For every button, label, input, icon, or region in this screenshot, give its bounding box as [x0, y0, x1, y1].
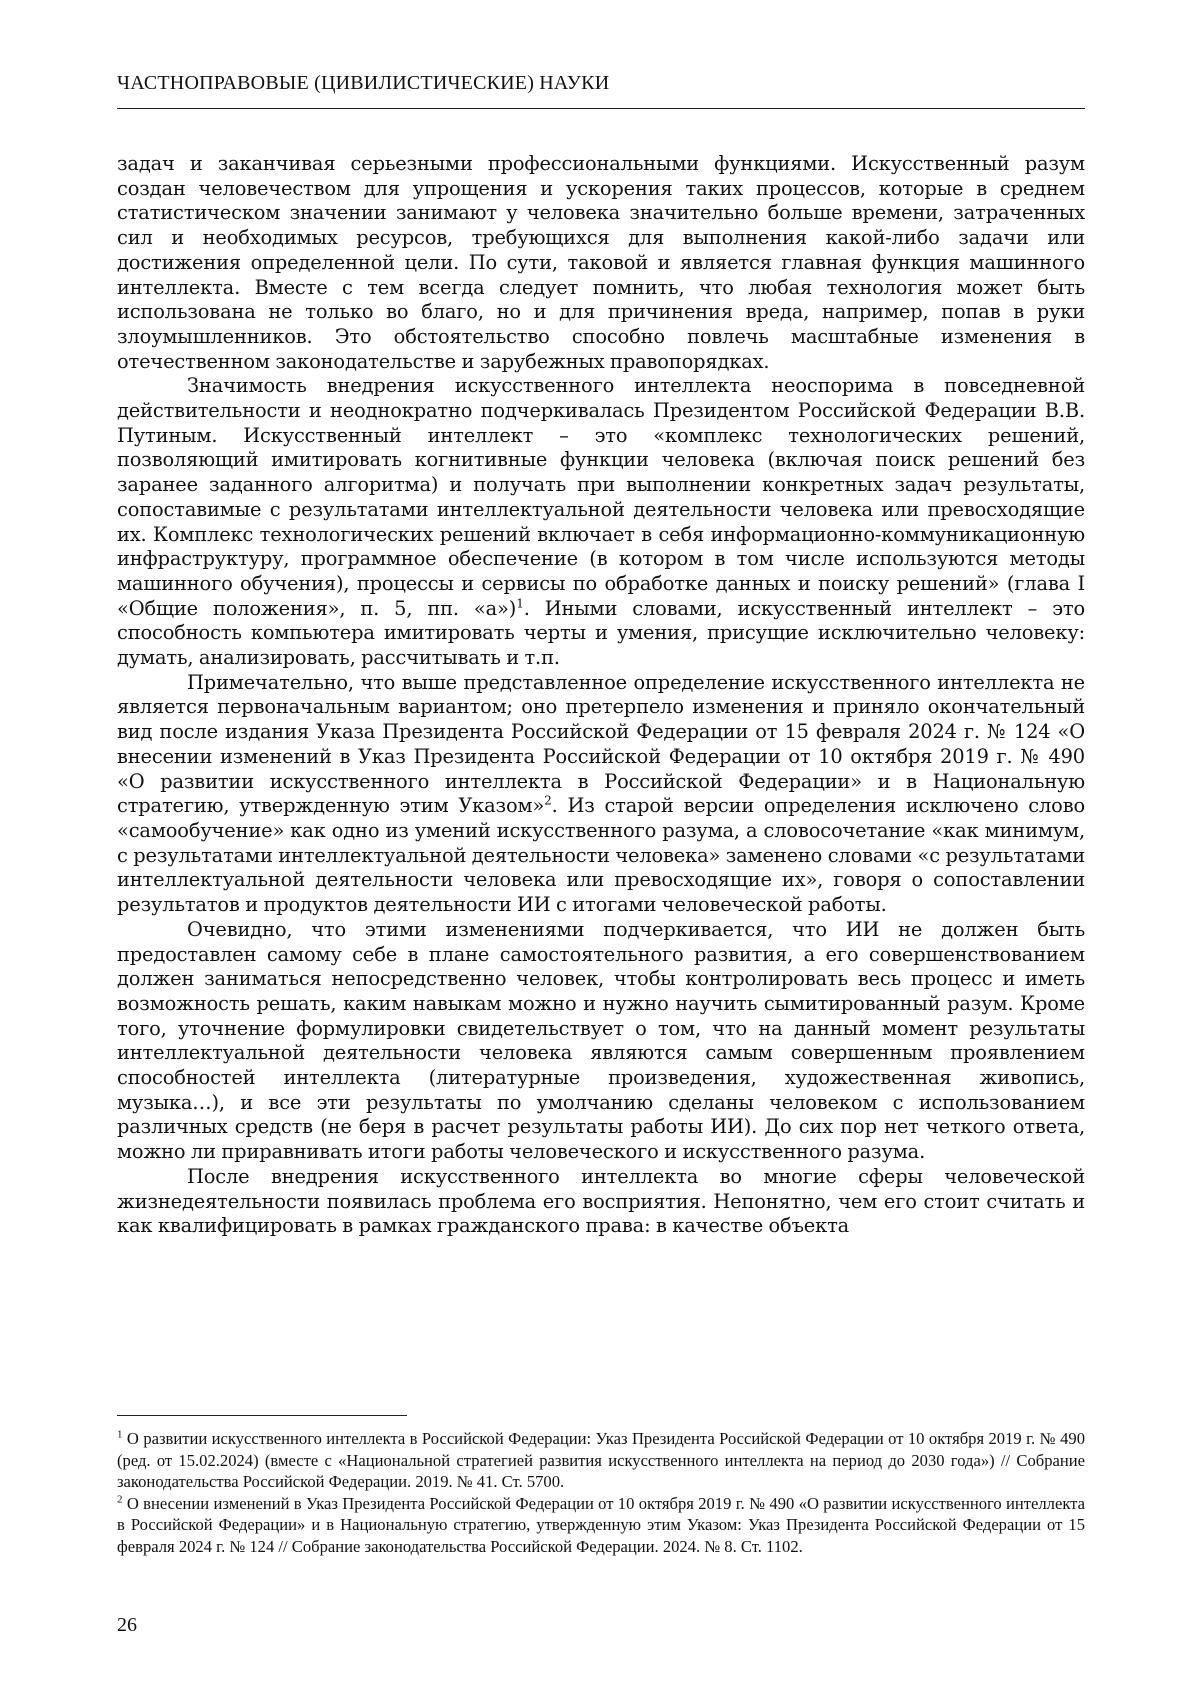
paragraph-1: задач и заканчивая серьезными профессиональными функциями. Искусственный разум создан человечеством для упрощения и ускорения таких процессов, которые в среднем статистическом значении занимают у человека значительно больше времени, затраченных сил и необходимых ресурсов, требующихся для выполнения какой-либо задачи или достижения определенной цели. По сути, таковой и является главная функция машинного интеллекта. Вместе с тем всегда следует помнить, что любая технология может быть использована не только во благо, но и для причинения вреда, например, попав в руки злоумышленников. Это обстоятельство способно повлечь масштабные изменения в отечественном законодательстве и зарубежных правопорядках. [117, 152, 1085, 374]
footnote-1 [117, 1428, 1085, 1493]
footnote-2 [117, 1493, 1085, 1558]
paragraph-4: Очевидно, что этими изменениями подчеркивается, что ИИ не должен быть предоставлен самому себе в плане самостоятельного развития, а его совершенствованием должен заниматься непосредственно человек, чтобы контролировать весь процесс и иметь возможность решать, каким навыкам можно и нужно научить сымитированный разум. Кроме того, уточнение формулировки свидетельствует о том, что на данный момент результаты интеллектуальной деятельности человека являются самым совершенным проявлением способностей интеллекта (литературные произведения, художественная живопись, музыка…), и все эти результаты по умолчанию сделаны человеком с использованием различных средств (не беря в расчет результаты работы ИИ). До сих пор нет четкого ответа, можно ли приравнивать итоги работы человеческого и искусственного разума. [117, 918, 1085, 1165]
footnote-2-text: О внесении изменений в Указ Президента Российской Федерации от 10 октября 2019 г. № 490 «О развитии искусственного интеллекта в Российской Федерации» и в Национальную стратегию, утвержденную этим Указом: Указ Президента Российской Федерации от 15 февраля 2024 г. № 124 // Собрание законодательства Российской Федерации. 2024. № 8. Ст. 1102. [117, 1494, 1085, 1556]
paragraph-2-text-b: . Иными словами, искусственный интеллект – это способность компьютера имитировать черты и умения, присущие исключительно человеку: думать, анализировать, рассчитывать и т.п. [117, 597, 1085, 669]
footnote-2-mark: 2 [117, 1493, 123, 1505]
running-head: ЧАСТНОПРАВОВЫЕ (ЦИВИЛИСТИЧЕСКИЕ) НАУКИ [117, 72, 609, 95]
paragraph-3-text-a: Примечательно, что выше представленное определение искусственного интеллекта не является первоначальным вариантом; оно претерпело изменения и приняло окончательный вид после издания Указа Президента Российской Федерации от 15 февраля 2024 г. № 124 «О внесении изменений в Указ Президента Российской Федерации от 10 октября 2019 г. № 490 «О развитии искусственного интеллекта в Российской Федерации» и в Национальную стратегию, утвержденную этим Указом» [117, 671, 1085, 818]
page-number: 26 [117, 1614, 137, 1637]
paragraph-3 [117, 671, 1085, 918]
paragraph-5: После внедрения искусственного интеллекта во многие сферы человеческой жизнедеятельности появилась проблема его восприятия. Непонятно, чем его стоит считать и как квалифицировать в рамках гражданского права: в качестве объекта [117, 1165, 1085, 1239]
header-rule [117, 108, 1085, 109]
footnote-separator [117, 1415, 407, 1416]
document-page [0, 0, 1200, 1698]
footnotes [117, 1428, 1085, 1557]
footnote-1-mark: 1 [117, 1428, 123, 1440]
body-text [117, 152, 1085, 1239]
paragraph-3-text-b: . Из старой версии определения исключено слово «самообучение» как одно из умений искусственного разума, а словосочетание «как минимум, с результатами интеллектуальной деятельности человека» заменено словами «с результатами интеллектуальной деятельности человека или превосходящие их», говоря о сопоставлении результатов и продуктов деятельности ИИ с итогами человеческой работы. [117, 794, 1085, 916]
footnote-ref-2[interactable]: 2 [544, 794, 552, 808]
footnote-1-text: О развитии искусственного интеллекта в Российской Федерации: Указ Президента Российской Федерации от 10 октября 2019 г. № 490 (ред. от 15.02.2024) (вместе с «Национальной стратегией развития искусственного интеллекта на период до 2030 года») // Собрание законодательства Российской Федерации. 2019. № 41. Ст. 5700. [117, 1429, 1085, 1491]
footnote-ref-1[interactable]: 1 [516, 596, 524, 610]
paragraph-2-text-a: Значимость внедрения искусственного интеллекта неоспорима в повседневной действительности и неоднократно подчеркивалась Президентом Российской Федерации В.В. Путиным. Искусственный интеллект – это «комплекс технологических решений, позволяющий имитировать когнитивные функции человека (включая поиск решений без заранее заданного алгоритма) и получать при выполнении конкретных задач результаты, сопоставимые с результатами интеллектуальной деятельности человека или превосходящие их. Комплекс технологических решений включает в себя информационно-коммуникационную инфраструктуру, программное обеспечение (в котором в том числе используются методы машинного обучения), процессы и сервисы по обработке данных и поиску решений» (глава I «Общие положения», п. 5, пп. «а») [117, 374, 1085, 619]
paragraph-2 [117, 374, 1085, 670]
